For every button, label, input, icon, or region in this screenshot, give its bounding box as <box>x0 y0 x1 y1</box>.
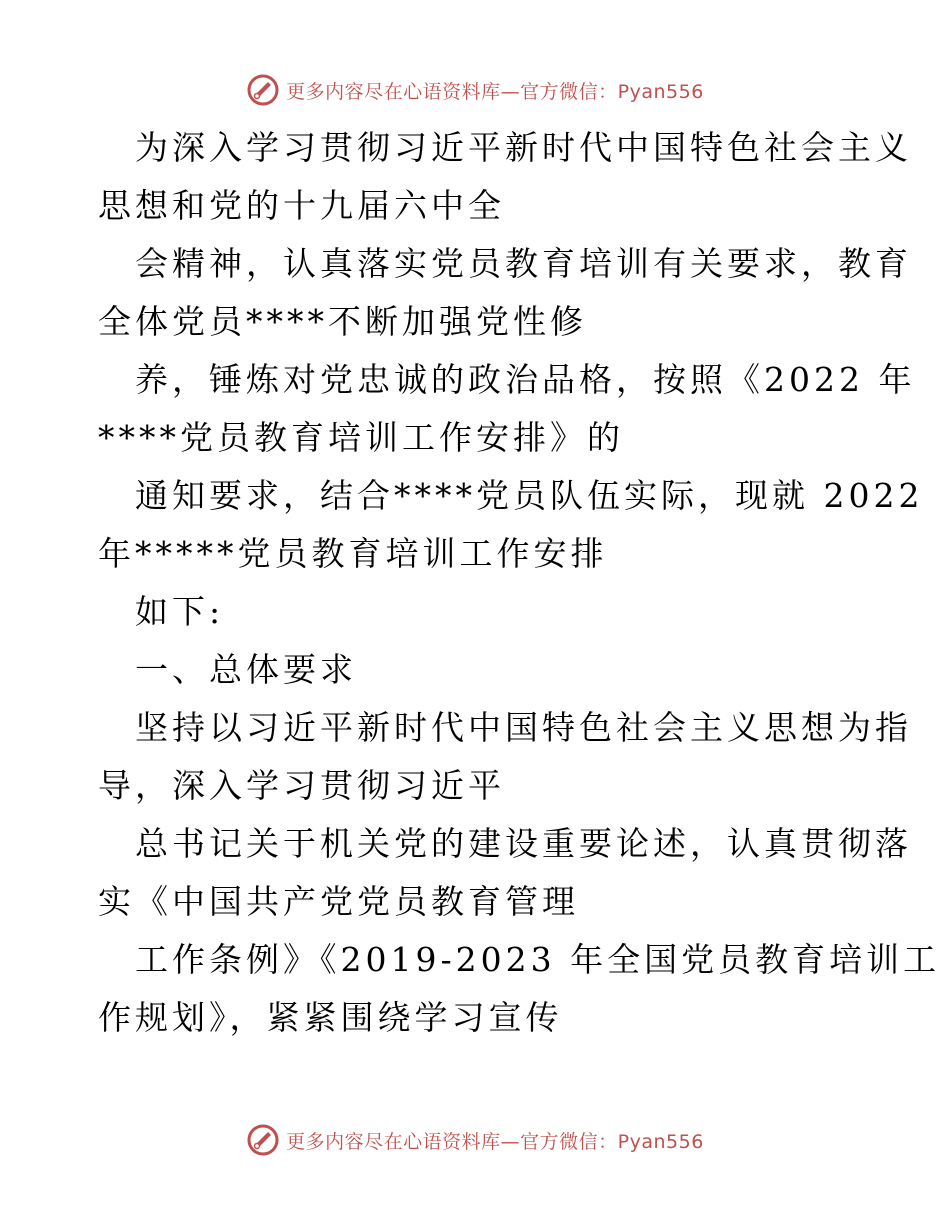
header-watermark <box>0 70 950 110</box>
text-line: 为深入学习贯彻习近平新时代中国特色社会主义 <box>135 128 912 167</box>
text-line: 作规划》，紧紧围绕学习宣传 <box>98 998 563 1037</box>
text-line: 导，深入学习贯彻习近平 <box>98 766 505 805</box>
text-line: 会精神，认真落实党员教育培训有关要求，教育 <box>135 244 912 283</box>
watermark-text: 更多内容尽在心语资料库—官方微信：Pyan556 <box>286 80 704 103</box>
text-line: 工作条例》《2019-2023 年全国党员教育培训工 <box>135 940 941 979</box>
text-line: 全体党员****不断加强党性修 <box>98 302 587 341</box>
footer-watermark <box>0 1120 950 1160</box>
watermark-text: 更多内容尽在心语资料库—官方微信：Pyan556 <box>286 1130 704 1153</box>
text-line: 养，锤炼对党忠诚的政治品格，按照《2022 年 <box>135 360 916 399</box>
text-line: 如下: <box>135 592 225 631</box>
logo-icon <box>246 1123 280 1157</box>
text-line: 通知要求，结合****党员队伍实际，现就 2022 <box>135 476 924 515</box>
text-line: 总书记关于机关党的建设重要论述，认真贯彻落 <box>135 824 912 863</box>
text-line: 实《中国共产党党员教育管理 <box>98 882 579 921</box>
text-line: 思想和党的十九届六中全 <box>98 186 505 225</box>
text-line: 年*****党员教育培训工作安排 <box>98 534 608 573</box>
section-heading: 一、总体要求 <box>135 650 357 689</box>
text-line: ****党员教育培训工作安排》的 <box>98 418 624 457</box>
text-line: 坚持以习近平新时代中国特色社会主义思想为指 <box>135 708 912 747</box>
logo-icon <box>246 73 280 107</box>
